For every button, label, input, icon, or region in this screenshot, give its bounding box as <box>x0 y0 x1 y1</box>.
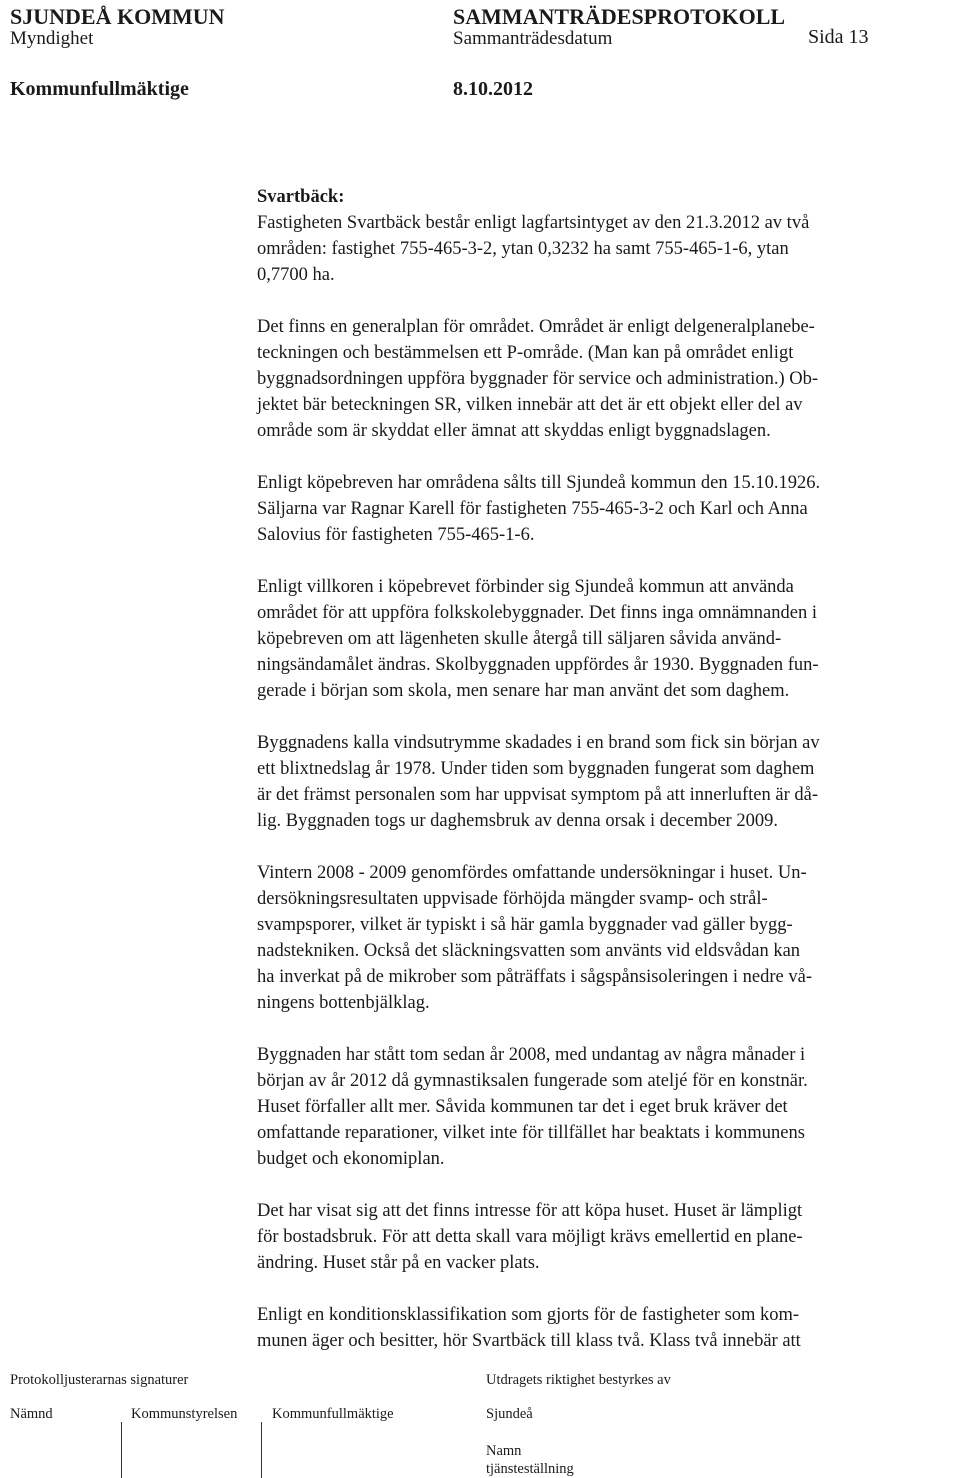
paragraph-line: Vintern 2008 - 2009 genomfördes omfattande undersökningar i huset. Un- <box>257 863 807 883</box>
body-paragraph <box>257 470 947 548</box>
meeting-date-label: Sammanträdesdatum <box>453 28 613 49</box>
paragraph-line: Säljarna var Ragnar Karell för fastigheten 755-465-3-2 och Karl och Anna <box>257 499 808 519</box>
section-heading: Svartbäck: <box>257 187 345 207</box>
paragraph-line: omfattande reparationer, vilket inte för tillfället har beaktats i kommunens <box>257 1123 805 1143</box>
paragraph-line: köpebreven om att lägenheten skulle återgå till säljaren såvida använd- <box>257 629 782 649</box>
paragraph-line: 0,7700 ha. <box>257 265 335 285</box>
paragraph-line: är det främst personalen som har uppvisat symptom på att innerluften är då- <box>257 785 818 805</box>
paragraph-line: Huset förfaller allt mer. Såvida kommunen tar det i eget bruk kräver det <box>257 1097 788 1117</box>
committee-kommunfullmaktige: Kommunfullmäktige <box>272 1406 394 1422</box>
paragraph-line: Byggnadens kalla vindsutrymme skadades i en brand som fick sin början av <box>257 733 820 753</box>
body-paragraph <box>257 314 947 444</box>
paragraph-line: ningens bottenbjälklag. <box>257 993 430 1013</box>
paragraph-line: byggnadsordningen uppföra byggnader för service och administration.) Ob- <box>257 369 819 389</box>
paragraph-line: nadstekniken. Också det släckningsvatten som använts vid eldsvådan kan <box>257 941 801 961</box>
position-label: tjänsteställning <box>486 1461 574 1477</box>
paragraph-list <box>257 210 947 1354</box>
paragraph-line: Enligt villkoren i köpebrevet förbinder sig Sjundeå kommun att använda <box>257 577 794 597</box>
authority-label: Myndighet <box>10 28 94 49</box>
governing-body-name: Kommunfullmäktige <box>10 78 189 100</box>
committee-label: Nämnd <box>10 1406 53 1422</box>
paragraph-line: jektet bär beteckningen SR, vilken innebär att det är ett objekt eller del av <box>257 395 803 415</box>
name-label: Namn <box>486 1443 522 1459</box>
body-paragraph <box>257 210 947 288</box>
paragraph-line: början av år 2012 då gymnastiksalen fungerade som ateljé för en konstnär. <box>257 1071 808 1091</box>
certified-label: Utdragets riktighet bestyrkes av <box>486 1372 671 1388</box>
paragraph-line: område som är skyddat eller ämnat att skyddas enligt byggnadslagen. <box>257 421 771 441</box>
meeting-date: 8.10.2012 <box>453 78 533 100</box>
paragraph-line: Det finns en generalplan för området. Området är enligt delgeneralplanebe- <box>257 317 815 337</box>
signature-divider <box>121 1422 122 1478</box>
page-number: Sida 13 <box>808 26 869 48</box>
document-type-title: SAMMANTRÄDESPROTOKOLL <box>453 4 786 29</box>
signatures-label: Protokolljusterarnas signaturer <box>10 1372 189 1388</box>
paragraph-line: ningsändamålet ändras. Skolbyggnaden uppfördes år 1930. Byggnaden fun- <box>257 655 819 675</box>
paragraph-line: ha inverkat på de mikrober som påträffats i sågspånsisoleringen i nedre vå- <box>257 967 812 987</box>
place-name: Sjundeå <box>486 1406 533 1422</box>
paragraph-line: Det har visat sig att det finns intresse för att köpa huset. Huset är lämpligt <box>257 1201 803 1221</box>
committee-kommunstyrelsen: Kommunstyrelsen <box>131 1406 238 1422</box>
paragraph-line: för bostadsbruk. För att detta skall vara möjligt krävs emellertid en plane- <box>257 1227 803 1247</box>
paragraph-line: budget och ekonomiplan. <box>257 1149 445 1169</box>
body-paragraph <box>257 1302 947 1354</box>
document-body <box>257 184 947 1354</box>
signature-footer <box>0 1364 960 1478</box>
paragraph-line: munen äger och besitter, hör Svartbäck till klass två. Klass två innebär att <box>257 1331 801 1351</box>
paragraph-line: områden: fastighet 755-465-3-2, ytan 0,3232 ha samt 755-465-1-6, ytan <box>257 239 789 259</box>
paragraph-line: ett blixtnedslag år 1978. Under tiden som byggnaden fungerat som daghem <box>257 759 815 779</box>
paragraph-line: Byggnaden har stått tom sedan år 2008, med undantag av några månader i <box>257 1045 806 1065</box>
paragraph-line: dersökningsresultaten uppvisade förhöjda mängder svamp- och strål- <box>257 889 768 909</box>
organization-name: SJUNDEÅ KOMMUN <box>10 4 225 29</box>
body-paragraph <box>257 730 947 834</box>
body-paragraph <box>257 1042 947 1172</box>
paragraph-line: lig. Byggnaden togs ur daghemsbruk av denna orsak i december 2009. <box>257 811 778 831</box>
paragraph-line: ändring. Huset står på en vacker plats. <box>257 1253 540 1273</box>
body-paragraph <box>257 860 947 1016</box>
paragraph-line: Salovius för fastigheten 755-465-1-6. <box>257 525 535 545</box>
body-paragraph <box>257 1198 947 1276</box>
paragraph-line: Enligt köpebreven har områdena sålts till Sjundeå kommun den 15.10.1926. <box>257 473 821 493</box>
paragraph-line: svampsporer, vilket är typiskt i så här gamla byggnader vad gäller bygg- <box>257 915 793 935</box>
paragraph-line: Fastigheten Svartbäck består enligt lagfartsintyget av den 21.3.2012 av två <box>257 213 810 233</box>
signature-divider <box>261 1422 262 1478</box>
body-paragraph <box>257 574 947 704</box>
paragraph-line: teckningen och bestämmelsen ett P-område. (Man kan på området enligt <box>257 343 794 363</box>
paragraph-line: området för att uppföra folkskolebyggnader. Det finns inga omnämnanden i <box>257 603 817 623</box>
paragraph-line: Enligt en konditionsklassifikation som gjorts för de fastigheter som kom- <box>257 1305 800 1325</box>
paragraph-line: gerade i början som skola, men senare har man använt det som daghem. <box>257 681 790 701</box>
